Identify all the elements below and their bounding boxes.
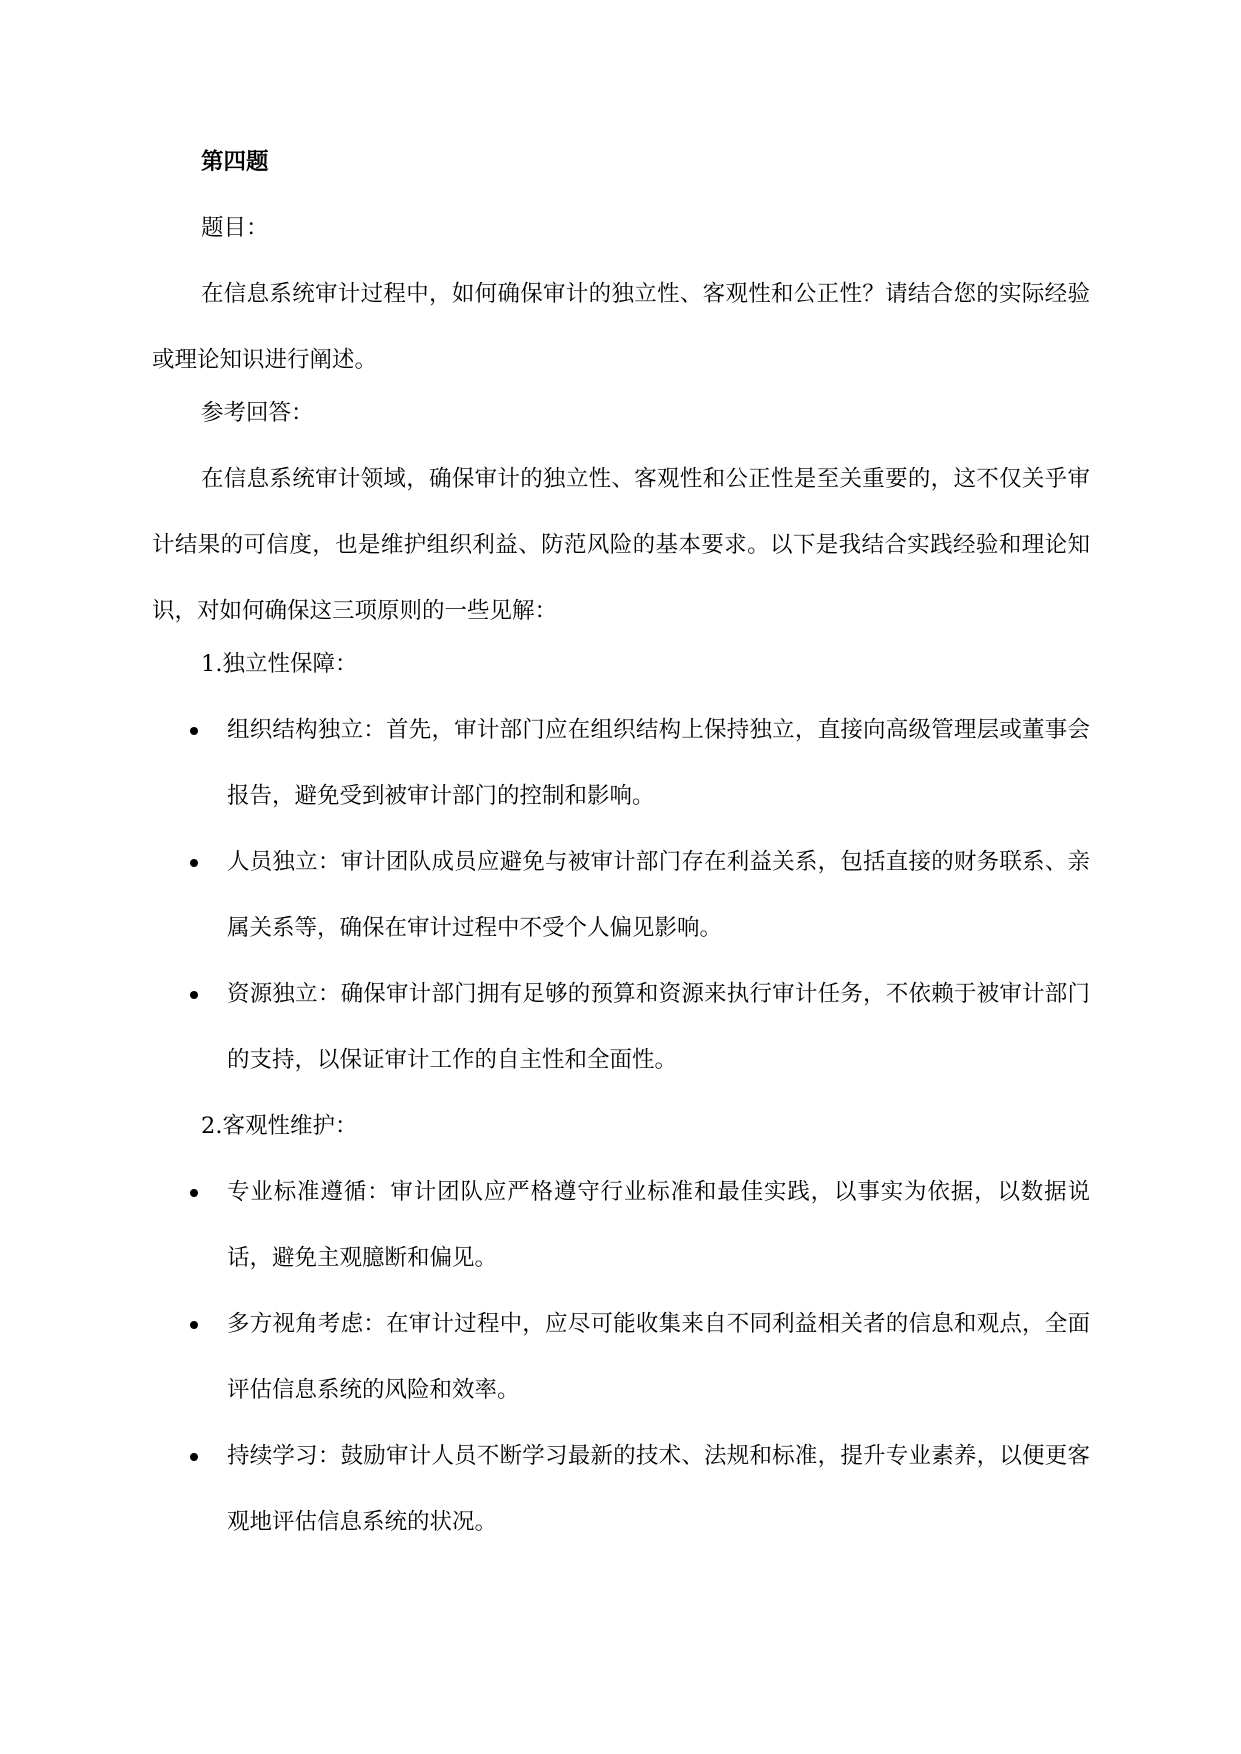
bullet-icon: [190, 991, 198, 999]
section-heading-independence: 1.独立性保障：: [201, 651, 358, 677]
list-item: [152, 1159, 1090, 1291]
list-item: [152, 1423, 1090, 1555]
list-item-text: 专业标准遵循：审计团队应严格遵守行业标准和最佳实践，以事实为依据，以数据说话，避免主观臆断和偏见。: [227, 1179, 1090, 1271]
bullet-icon: [190, 1321, 198, 1329]
list-item: [152, 697, 1090, 829]
document-body: [152, 142, 1090, 1555]
bullet-icon: [190, 859, 198, 867]
bullet-icon: [190, 1453, 198, 1461]
list-item-text: 资源独立：确保审计部门拥有足够的预算和资源来执行审计任务，不依赖于被审计部门的支持，以保证审计工作的自主性和全面性。: [227, 981, 1090, 1073]
list-item: [152, 1291, 1090, 1423]
bullet-icon: [190, 1189, 198, 1197]
bullet-icon: [190, 727, 198, 735]
question-heading: 第四题: [201, 149, 269, 175]
answer-label: 参考回答：: [201, 400, 314, 426]
list-item-text: 持续学习：鼓励审计人员不断学习最新的技术、法规和标准，提升专业素养，以便更客观地评估信息系统的状况。: [227, 1443, 1090, 1535]
list-item-text: 人员独立：审计团队成员应避免与被审计部门存在利益关系，包括直接的财务联系、亲属关系等，确保在审计过程中不受个人偏见影响。: [227, 849, 1090, 941]
list-item-text: 组织结构独立：首先，审计部门应在组织结构上保持独立，直接向高级管理层或董事会报告，避免受到被审计部门的控制和影响。: [227, 717, 1090, 809]
list-item: [152, 829, 1090, 961]
question-text: 在信息系统审计过程中，如何确保审计的独立性、客观性和公正性？请结合您的实际经验或理论知识进行阐述。: [152, 281, 1090, 373]
question-label: 题目：: [201, 215, 269, 241]
section-heading-objectivity: 2.客观性维护：: [201, 1113, 358, 1139]
answer-intro: 在信息系统审计领域，确保审计的独立性、客观性和公正性是至关重要的，这不仅关乎审计结果的可信度，也是维护组织利益、防范风险的基本要求。以下是我结合实践经验和理论知识，对如何确保这三项原则的一些见解：: [152, 466, 1090, 624]
list-item-text: 多方视角考虑：在审计过程中，应尽可能收集来自不同利益相关者的信息和观点，全面评估信息系统的风险和效率。: [227, 1311, 1090, 1403]
list-item: [152, 961, 1090, 1093]
